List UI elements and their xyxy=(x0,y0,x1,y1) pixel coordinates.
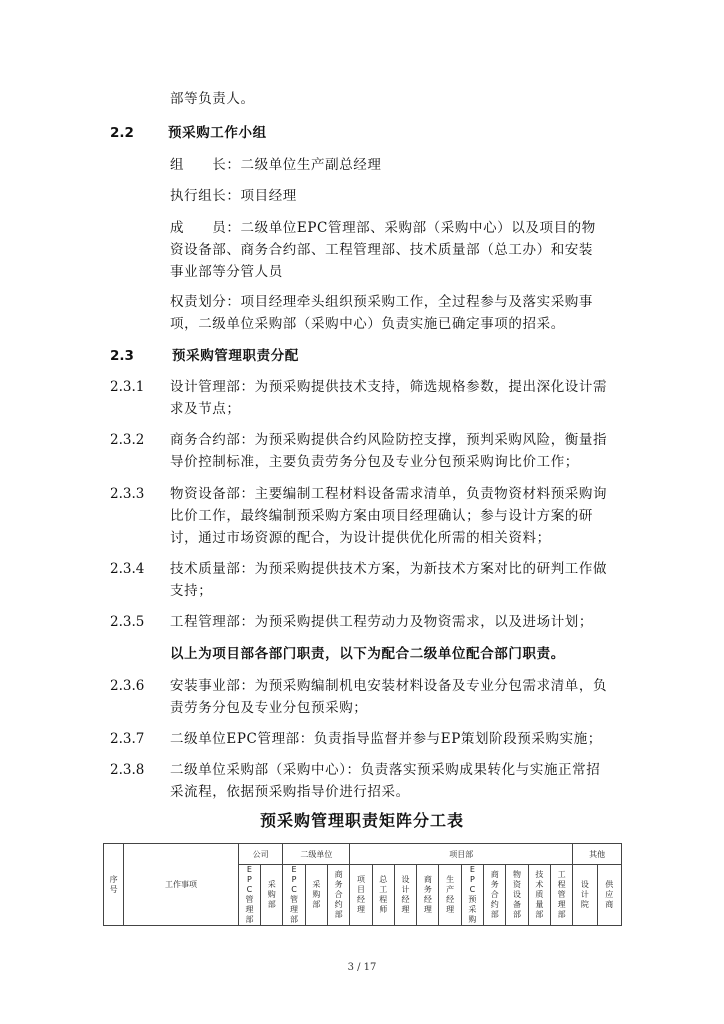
text-line: 执行组长：项目经理 xyxy=(170,188,297,204)
text-line: 责劳务分包及专业分包预采购； xyxy=(170,700,368,716)
text-line: 支持； xyxy=(170,583,213,599)
text-line: 二级单位EPC管理部：负责指导监督并参与EP策划阶段预采购实施； xyxy=(170,731,602,747)
text-line: 安装事业部：为预采购编制机电安装材料设备及专业分包需求清单，负 xyxy=(170,678,608,694)
item-number: 2.3.1 xyxy=(110,379,145,395)
section-heading: 预采购工作小组 xyxy=(168,125,267,141)
col-header: EPC管理部 xyxy=(283,865,305,926)
item-number: 2.3.2 xyxy=(110,432,145,448)
group-second-level-unit: 二级单位 xyxy=(283,844,350,865)
text-line: 采流程，依据预采购指导价进行招采。 xyxy=(170,784,410,800)
text-line: 项，二级单位采购部（采购中心）负责实施已确定事项的招采。 xyxy=(170,316,565,332)
col-header: 工程管理部 xyxy=(550,865,572,926)
section-heading: 预采购管理职责分配 xyxy=(172,348,299,364)
col-header: 商务合约部 xyxy=(328,865,350,926)
text-line: 事业部等分管人员 xyxy=(170,264,283,280)
col-header: 项目经理 xyxy=(350,865,372,926)
col-header: 技术质量部 xyxy=(528,865,550,926)
bold-note: 以上为项目部各部门职责，以下为配合二级单位配合部门职责。 xyxy=(170,646,565,662)
col-header: 商务合约部 xyxy=(484,865,506,926)
text-line: 工程管理部：为预采购提供工程劳动力及物资需求，以及进场计划； xyxy=(170,614,593,630)
table-title: 预采购管理职责矩阵分工表 xyxy=(259,811,464,830)
group-project-dept: 项目部 xyxy=(350,844,573,865)
col-header: EPC管理部 xyxy=(238,865,260,926)
text-line: 组 长：二级单位生产副总经理 xyxy=(170,157,382,173)
section-number: 2.2 xyxy=(110,125,134,141)
text-line: 技术质量部：为预采购提供技术方案，为新技术方案对比的研判工作做 xyxy=(170,561,608,577)
col-header: 设计院 xyxy=(573,865,597,926)
item-number: 2.3.6 xyxy=(110,678,145,694)
text-line: 成 员：二级单位EPC管理部、采购部（采购中心）以及项目的物 xyxy=(170,220,596,236)
page-number: 3 / 17 xyxy=(347,962,377,973)
item-number: 2.3.5 xyxy=(110,614,145,630)
text-line: 二级单位采购部（采购中心）：负责落实预采购成果转化与实施正常招 xyxy=(170,762,601,778)
text-line: 部等负责人。 xyxy=(170,91,255,107)
group-other: 其他 xyxy=(573,844,622,865)
text-line: 求及节点； xyxy=(170,401,241,417)
item-number: 2.3.4 xyxy=(110,561,145,577)
text-line: 商务合约部：为预采购提供合约风险防控支撑，预判采购风险，衡量指 xyxy=(170,432,608,448)
text-line: 讨，通过市场资源的配合，为设计提供优化所需的相关资料； xyxy=(170,530,551,546)
col-header: 采购部 xyxy=(305,865,327,926)
work-item-header: 工作事项 xyxy=(124,844,239,926)
item-number: 2.3.7 xyxy=(110,731,145,747)
col-header: 供应商 xyxy=(597,865,621,926)
col-header: 物资设备部 xyxy=(506,865,528,926)
responsibility-matrix-table xyxy=(103,843,622,926)
text-line: 比价工作，最终编制预采购方案由项目经理确认；参与设计方案的研 xyxy=(170,508,593,524)
item-number: 2.3.3 xyxy=(110,486,145,502)
group-company: 公司 xyxy=(238,844,283,865)
text-line: 物资设备部：主要编制工程材料设备需求清单，负责物资材料预采购询 xyxy=(170,486,608,502)
col-header: 总工程师 xyxy=(372,865,394,926)
item-number: 2.3.8 xyxy=(110,762,145,778)
col-header: 设计经理 xyxy=(394,865,416,926)
col-header: 生产经理 xyxy=(439,865,461,926)
text-line: 导价控制标准，主要负责劳务分包及专业分包预采购询比价工作； xyxy=(170,454,579,470)
text-line: 设计管理部：为预采购提供技术支持，筛选规格参数，提出深化设计需 xyxy=(170,379,608,395)
text-line: 资设备部、商务合约部、工程管理部、技术质量部（总工办）和安装 xyxy=(170,242,593,258)
col-header: 商务经理 xyxy=(417,865,439,926)
col-header: EPC预采购 xyxy=(461,865,483,926)
col-header: 采购部 xyxy=(261,865,283,926)
seq-header: 序号 xyxy=(104,844,124,926)
text-line: 权责划分：项目经理牵头组织预采购工作，全过程参与及落实采购事 xyxy=(170,294,593,310)
section-number: 2.3 xyxy=(110,348,134,364)
